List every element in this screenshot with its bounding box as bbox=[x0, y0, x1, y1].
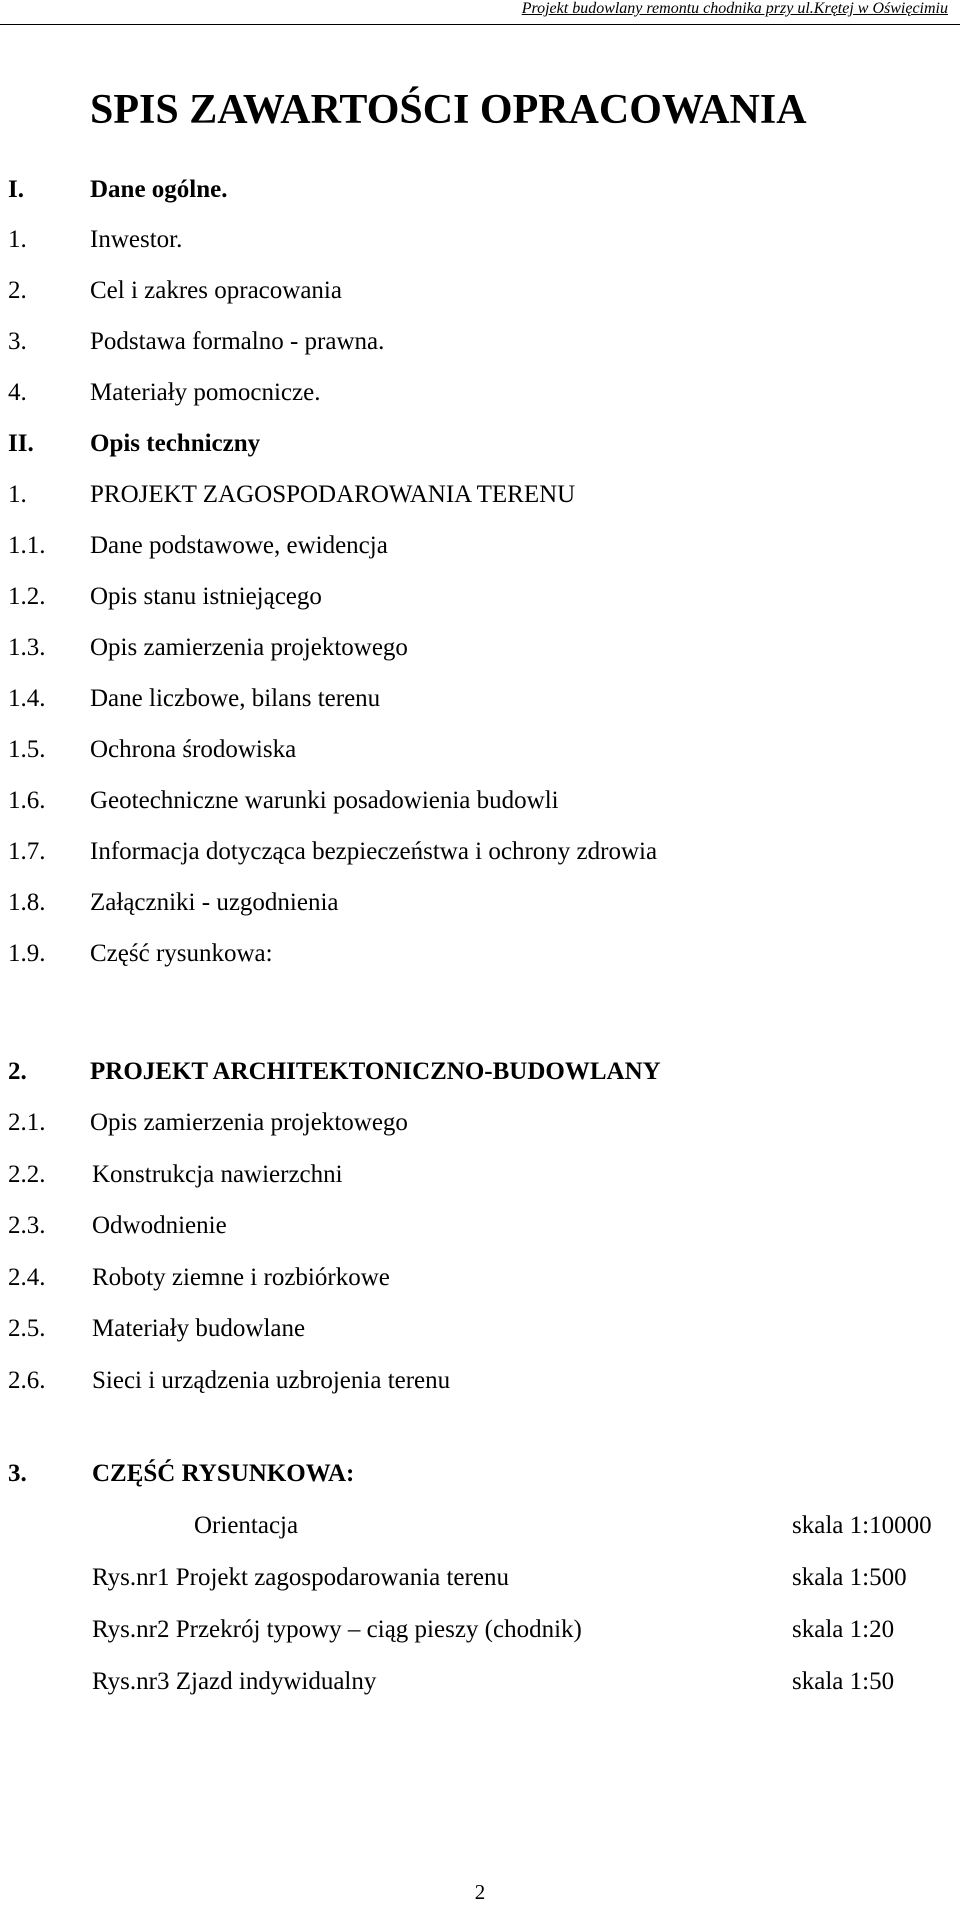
item-label: Konstrukcja nawierzchni bbox=[92, 1161, 343, 1188]
drawing-scale: skala 1:500 bbox=[792, 1564, 907, 1591]
item-label: Sieci i urządzenia uzbrojenia terenu bbox=[92, 1367, 451, 1394]
item-number: 2.3. bbox=[8, 1212, 46, 1239]
part-label: CZĘŚĆ RYSUNKOWA: bbox=[92, 1460, 355, 1487]
item-number: 2.6. bbox=[8, 1367, 46, 1394]
drawing-row bbox=[0, 1612, 960, 1648]
item-number: 1.5. bbox=[8, 736, 46, 763]
drawing-name: Rys.nr3 Zjazd indywidualny bbox=[92, 1668, 377, 1695]
item-number: 1.4. bbox=[8, 685, 46, 712]
item-number: 2. bbox=[8, 277, 27, 304]
item-label: Opis stanu istniejącego bbox=[90, 583, 322, 610]
item-number: 1.8. bbox=[8, 889, 46, 916]
item-label: Roboty ziemne i rozbiórkowe bbox=[92, 1264, 390, 1291]
item-number: 1.3. bbox=[8, 634, 46, 661]
drawing-name: Orientacja bbox=[194, 1512, 299, 1539]
item-label: Opis zamierzenia projektowego bbox=[90, 1109, 408, 1136]
item-label: Podstawa formalno - prawna. bbox=[90, 328, 385, 355]
page-number: 2 bbox=[474, 1880, 486, 1904]
part-number: 1. bbox=[8, 481, 27, 508]
item-number: 3. bbox=[8, 328, 27, 355]
page-header bbox=[0, 0, 960, 26]
item-label: Dane podstawowe, ewidencja bbox=[90, 532, 388, 559]
section-number: I. bbox=[8, 176, 24, 203]
drawing-name: Rys.nr1 Projekt zagospodarowania terenu bbox=[92, 1564, 509, 1591]
item-label: Geotechniczne warunki posadowienia budowli bbox=[90, 787, 559, 814]
item-number: 2.4. bbox=[8, 1264, 46, 1291]
drawing-row bbox=[0, 1508, 960, 1544]
drawing-row bbox=[0, 1560, 960, 1596]
header-title: Projekt budowlany remontu chodnika przy ul.Krętej w Oświęcimiu bbox=[521, 0, 948, 17]
item-number: 1.2. bbox=[8, 583, 46, 610]
drawing-scale: skala 1:20 bbox=[792, 1616, 895, 1643]
section-label: Dane ogólne. bbox=[90, 176, 228, 203]
section-label: Opis techniczny bbox=[90, 430, 261, 457]
drawing-scale: skala 1:50 bbox=[792, 1668, 895, 1695]
item-number: 1. bbox=[8, 226, 27, 253]
item-number: 2.2. bbox=[8, 1161, 46, 1188]
item-label: Cel i zakres opracowania bbox=[90, 277, 342, 304]
item-number: 2.5. bbox=[8, 1315, 46, 1342]
item-number: 1.7. bbox=[8, 838, 46, 865]
part-number: 2. bbox=[8, 1058, 27, 1085]
item-label: Materiały budowlane bbox=[92, 1315, 306, 1342]
part-label: PROJEKT ARCHITEKTONICZNO-BUDOWLANY bbox=[90, 1058, 661, 1085]
item-label: Opis zamierzenia projektowego bbox=[90, 634, 408, 661]
header-rule bbox=[0, 24, 960, 25]
item-label: Informacja dotycząca bezpieczeństwa i ochrony zdrowia bbox=[90, 838, 658, 865]
drawing-scale: skala 1:10000 bbox=[792, 1512, 932, 1539]
item-label: Inwestor. bbox=[90, 226, 183, 253]
item-number: 1.1. bbox=[8, 532, 46, 559]
item-number: 1.6. bbox=[8, 787, 46, 814]
item-label: Załączniki - uzgodnienia bbox=[90, 889, 339, 916]
item-number: 4. bbox=[8, 379, 27, 406]
item-label: Ochrona środowiska bbox=[90, 736, 297, 763]
item-label: Materiały pomocnicze. bbox=[90, 379, 321, 406]
drawing-row bbox=[0, 1664, 960, 1700]
drawing-name: Rys.nr2 Przekrój typowy – ciąg pieszy (chodnik) bbox=[92, 1616, 582, 1643]
document-title: SPIS ZAWARTOŚCI OPRACOWANIA bbox=[90, 87, 807, 133]
part-label: PROJEKT ZAGOSPODAROWANIA TERENU bbox=[90, 481, 576, 508]
part-number: 3. bbox=[8, 1460, 27, 1487]
item-number: 1.9. bbox=[8, 940, 46, 967]
section-number: II. bbox=[8, 430, 34, 457]
item-number: 2.1. bbox=[8, 1109, 46, 1136]
item-label: Odwodnienie bbox=[92, 1212, 227, 1239]
item-label: Dane liczbowe, bilans terenu bbox=[90, 685, 381, 712]
item-label: Część rysunkowa: bbox=[90, 940, 273, 967]
